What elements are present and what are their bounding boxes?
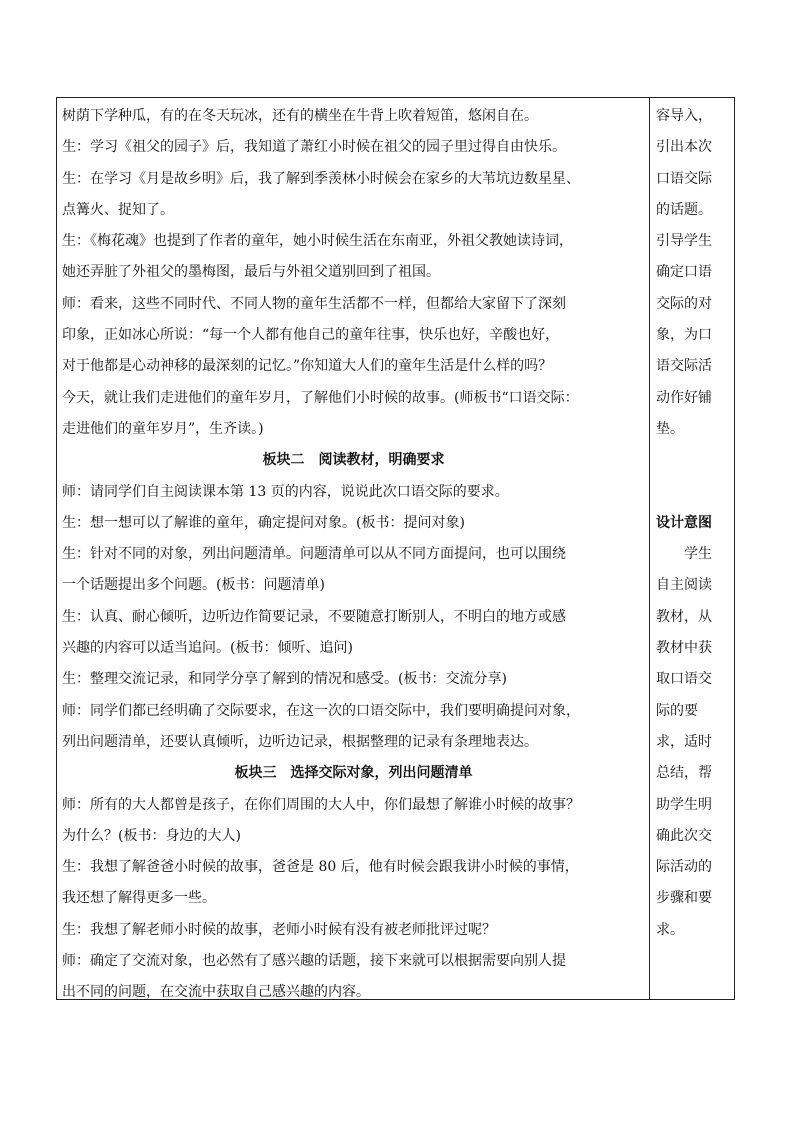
text-line: 点篝火、捉知了。 <box>62 201 174 218</box>
side-gap <box>656 445 731 508</box>
text-line: 师：请同学们自主阅读课本第 13 页的内容，说说此次口语交际的要求。 <box>62 483 509 500</box>
text-line: 生：学习《祖父的园子》后，我知道了萧红小时候在祖父的园子里过得自由快乐。 <box>62 139 566 156</box>
text-line: 走进他们的童年岁月”，生齐读。) <box>62 420 264 437</box>
side-note-line: 容导入， <box>656 108 712 124</box>
lesson-content-column <box>57 98 650 999</box>
text-line: 生：想一想可以了解谁的童年，确定提问对象。(板书：提问对象) <box>62 514 465 531</box>
side-note-line: 求。 <box>656 921 684 938</box>
text-line: 师：所有的大人都曾是孩子，在你们周围的大人中，你们最想了解谁小时候的故事？ <box>62 796 580 813</box>
lesson-plan-table <box>56 97 735 1000</box>
side-note-line: 取口语交 <box>656 671 712 688</box>
text-line: 生：认真、耐心倾听，边听边作简要记录，不要随意打断别人，不明白的地方或感 <box>62 608 566 625</box>
side-note-line: 确定口语 <box>656 264 712 281</box>
text-line: 出不同的问题，在交流中获取自己感兴趣的内容。 <box>62 984 370 1001</box>
side-note-line: 交际的对 <box>656 295 712 312</box>
side-note-line: 际的要 <box>656 702 698 719</box>
text-line: 列出问题清单，还要认真倾听，边听边记录，根据整理的记录有条理地表达。 <box>62 733 538 750</box>
side-note-line: 自主阅读 <box>656 577 712 594</box>
text-line: 生：针对不同的对象，列出问题清单。问题清单可以从不同方面提问，也可以围绕 <box>62 546 566 563</box>
side-note-line: 助学生明 <box>656 796 712 813</box>
text-line: 师：同学们都已经明确了交际要求，在这一次的口语交际中，我们要明确提问对象， <box>62 702 580 719</box>
side-note-line: 动作好铺 <box>656 389 712 406</box>
side-note-line: 教材，从 <box>656 608 712 625</box>
section-heading: 板块二 阅读教材，明确要求 <box>262 452 445 469</box>
text-line: 我还想了解得更多一些。 <box>62 890 216 907</box>
text-line: 印象，正如冰心所说：“每一个人都有他自己的童年往事，快乐也好，辛酸也好， <box>62 327 560 344</box>
side-note-line: 象，为口 <box>656 327 712 344</box>
side-note-line: 引出本次 <box>656 139 712 156</box>
text-line: 一个话题提出多个问题。(板书：问题清单) <box>62 577 325 594</box>
text-line: 生：我想了解爸爸小时候的故事，爸爸是 80 后，他有时候会跟我讲小时候的事情， <box>62 859 579 876</box>
text-line: 对于他都是心动神移的最深刻的记忆。”你知道大人们的童年生活是什么样的吗？ <box>62 358 553 375</box>
text-line: 生：在学习《月是故乡明》后，我了解到季羡林小时候会在家乡的大苇坑边数星星、 <box>62 170 580 187</box>
text-line: 树荫下学种瓜，有的在冬天玩冰，还有的横坐在牛背上吹着短笛，悠闲自在。 <box>62 108 538 124</box>
side-note-line: 确此次交 <box>656 827 712 844</box>
side-note-line: 教材中获 <box>656 640 712 657</box>
text-line: 兴趣的内容可以适当追问。(板书：倾听、追问) <box>62 640 353 657</box>
side-note-line: 总结，帮 <box>656 765 712 782</box>
text-line: 师：确定了交流对象，也必然有了感兴趣的话题，接下来就可以根据需要向别人提 <box>62 953 566 970</box>
side-note-line: 引导学生 <box>656 233 712 250</box>
design-intent-label: 设计意图 <box>656 514 712 531</box>
text-line: 师：看来，这些不同时代、不同人物的童年生活都不一样，但都给大家留下了深刻 <box>62 295 566 312</box>
side-note-line: 的话题。 <box>656 201 712 218</box>
side-note-line: 步骤和要 <box>656 890 712 907</box>
side-note-line: 口语交际 <box>656 170 712 187</box>
side-notes-top <box>656 101 731 445</box>
design-intent-first-line: 学生 <box>684 546 712 563</box>
side-note-line: 语交际活 <box>656 358 712 375</box>
side-note-line: 际活动的 <box>656 859 712 876</box>
text-line: 生：整理交流记录，和同学分享了解到的情况和感受。(板书：交流分享) <box>62 671 507 688</box>
text-line: 她还弄脏了外祖父的墨梅图，最后与外祖父道别回到了祖国。 <box>62 264 440 281</box>
text-line: 今天，就让我们走进他们的童年岁月，了解他们小时候的故事。(师板书“口语交际： <box>62 389 579 406</box>
section-heading: 板块三 选择交际对象，列出问题清单 <box>234 765 473 782</box>
side-notes-bottom <box>656 570 731 946</box>
side-note-line: 垫。 <box>656 420 684 437</box>
design-intent-column <box>650 98 734 999</box>
text-line: 生：《梅花魂》也提到了作者的童年，她小时候生活在东南亚，外祖父教她读诗词， <box>62 233 573 250</box>
text-line: 生：我想了解老师小时候的故事，老师小时候有没有被老师批评过呢？ <box>62 921 496 938</box>
text-line: 为什么？(板书：身边的大人) <box>62 827 241 844</box>
side-note-line: 求，适时 <box>656 733 712 750</box>
